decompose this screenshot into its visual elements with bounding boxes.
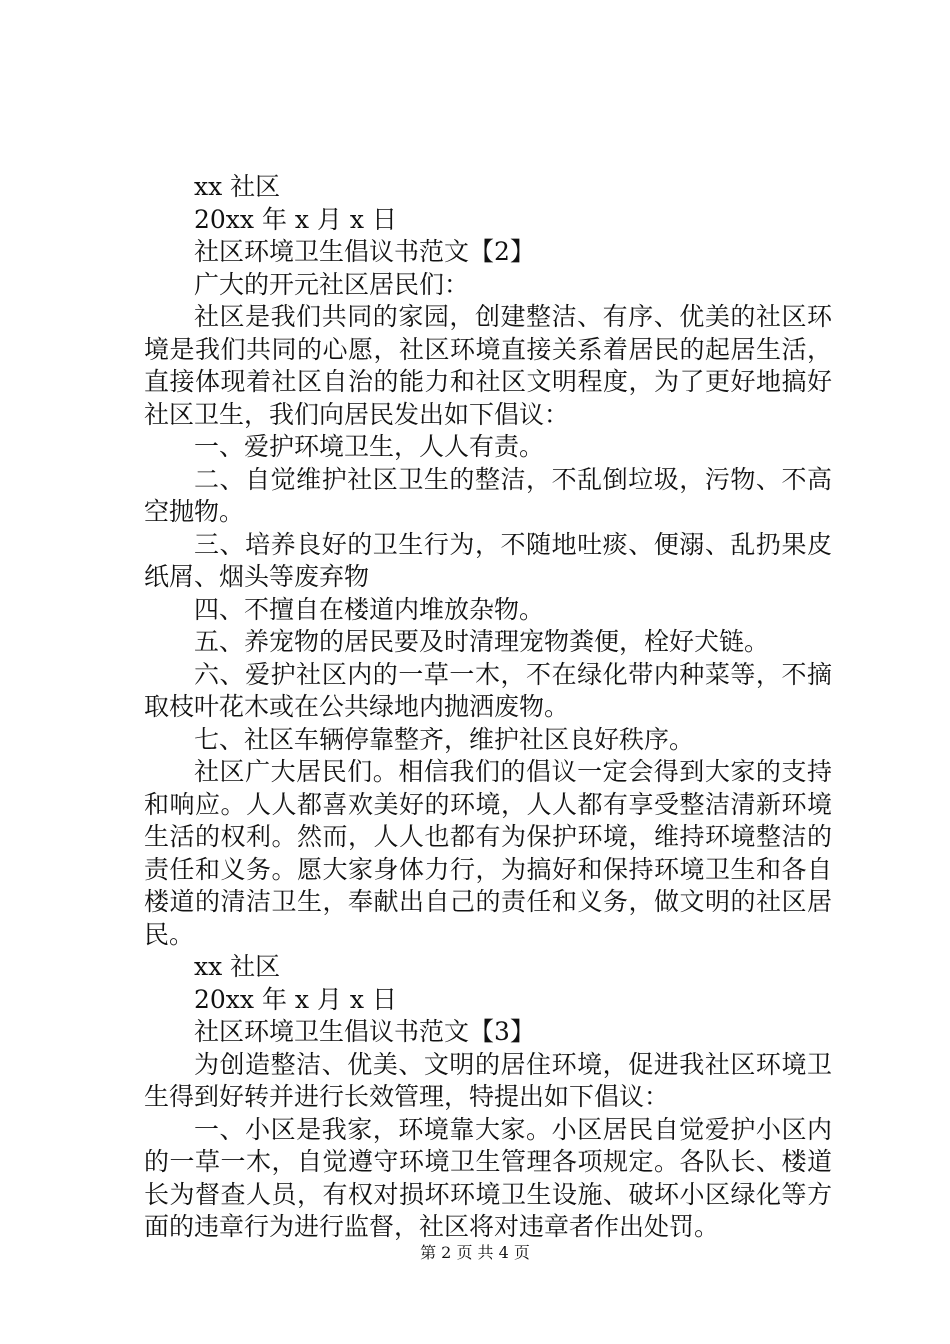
section-title-2: 社区环境卫生倡议书范文【2】: [194, 237, 535, 266]
proposal-item-5: 五、养宠物的居民要及时清理宠物粪便，栓好犬链。: [194, 627, 770, 656]
signature-community: xx 社区: [194, 952, 281, 981]
proposal-item-4: 四、不擅自在楼道内堆放杂物。: [194, 594, 545, 624]
proposal-item-2: 二、自觉维护社区卫生的整洁，不乱倒垃圾，污物、不高空抛物。: [144, 464, 832, 526]
document-body: [144, 171, 832, 1244]
salutation: 广大的开元社区居民们：: [194, 269, 470, 299]
proposal-item-6: 六、爱护社区内的一草一木，不在绿化带内种菜等，不摘取枝叶花木或在公共绿地内抛洒废物。: [144, 659, 832, 721]
signature-date: 20xx 年 x 月 x 日: [194, 204, 397, 234]
signature-community: xx 社区: [194, 172, 281, 201]
page-footer: 第 2 页 共 4 页: [420, 1243, 530, 1262]
section-title-3: 社区环境卫生倡议书范文【3】: [194, 1017, 535, 1046]
proposal-item-3: 三、培养良好的卫生行为，不随地吐痰、便溺、乱扔果皮纸屑、烟头等废弃物: [144, 529, 832, 591]
intro-paragraph: 为创造整洁、优美、文明的居住环境，促进我社区环境卫生得到好转并进行长效管理，特提出如下倡议：: [144, 1049, 832, 1111]
intro-paragraph: 社区是我们共同的家园，创建整洁、有序、优美的社区环境是我们共同的心愿，社区环境直接关系着居民的起居生活，直接体现着社区自治的能力和社区文明程度，为了更好地搞好社区卫生，我们向居民发出如下倡议：: [144, 302, 832, 429]
proposal-item-1: 一、小区是我家，环境靠大家。小区居民自觉爱护小区内的一草一木，自觉遵守环境卫生管理各项规定。各队长、楼道长为督查人员，有权对损坏环境卫生设施、破坏小区绿化等方面的违章行为进行监督，社区将对违章者作出处罚。: [144, 1114, 832, 1241]
proposal-item-7: 七、社区车辆停靠整齐，维护社区良好秩序。: [194, 724, 695, 754]
closing-paragraph: 社区广大居民们。相信我们的倡议一定会得到大家的支持和响应。人人都喜欢美好的环境，人人都有享受整洁清新环境生活的权利。然而，人人也都有为保护环境，维持环境整洁的责任和义务。愿大家身体力行，为搞好和保持环境卫生和各自楼道的清洁卫生，奉献出自己的责任和义务，做文明的社区居民。: [144, 757, 832, 949]
signature-date: 20xx 年 x 月 x 日: [194, 984, 397, 1014]
proposal-item-1: 一、爱护环境卫生，人人有责。: [194, 432, 545, 461]
